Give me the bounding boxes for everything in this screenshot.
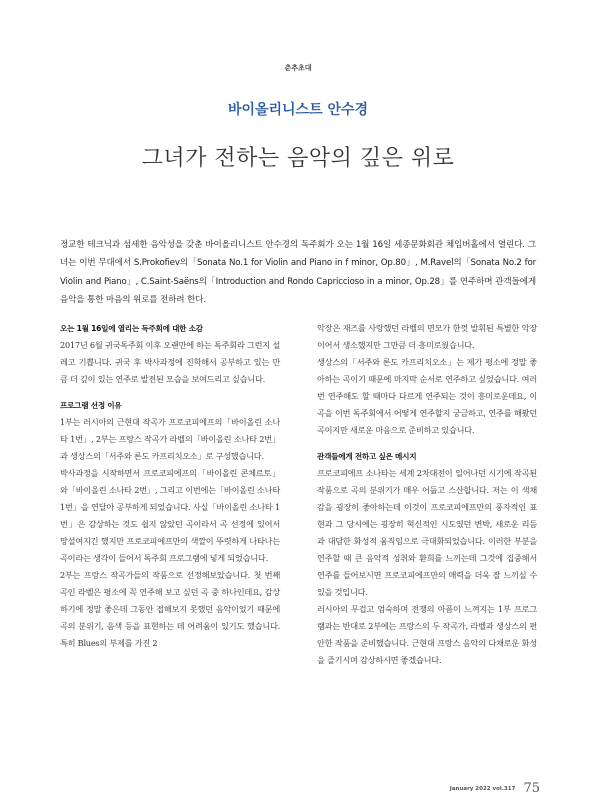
answer-paragraph: 생상스의「서주와 론도 카프리치오소」는 제가 평소에 정말 좋아하는 곡이기 때문에 마지막 순서로 연주하고 싶었습니다. 여러 번 연주해도 할 때마다 다르게 연주되는 것이 흥미로운데요, 이 곡을 이번 독주회에서 어떻게 연주할지 궁금하고, 연주를 해봤던 곡이지만 새로운 마음으로 준비하고 있습니다. [317,357,537,435]
right-column [317,320,537,669]
answer-paragraph: 프로코피에프 소나타는 세계 2차대전이 일어나던 시기에 작곡된 작품으로 곡의 분위기가 매우 어둡고 스산합니다. 저는 이 색채감을 굉장히 좋아하는데 이것이 프로코피에프만의 풍자적인 표현과 그 당시에는 굉장히 혁신적인 시도였던 변박, 새로운 리듬과 대담한 화성적 움직임으로 극대화되었습니다. 이러한 부분을 연주할 때 큰 음악적 성취와 환희를 느끼는데 그것에 집중해서 연주를 들어보시면 프로코피에프만의 매력을 더욱 잘 느끼실 수 있을 것입니다. [317,468,537,597]
issue-label: January 2022 vol.317 [449,785,516,792]
left-column [60,320,280,652]
answer-paragraph: 박사과정을 시작하면서 프로코피에프의「바이올린 콘체르토」와「바이올린 소나타 2번」, 그리고 이번에는「바이올린 소나타 1번」을 연달아 공부하게 되었습니다. 사실「바이올린 소나타 1번」은 감상하는 것도 쉽지 않았던 곡이라서 곡 선정에 있어서 망설여지긴 했지만 프로코피에프만의 색깔이 뚜렷하게 나타나는 곡이라는 생각이 들어서 독주회 프로그램에 넣게 되었습니다. [60,468,280,563]
answer-paragraph: 러시아의 무겁고 엄숙하며 전쟁의 아픔이 느껴지는 1부 프로그램과는 반대로 2부에는 프랑스의 두 작곡가, 라벨과 생상스의 편안한 작품을 준비했습니다. 근현대 프랑스 음악의 다채로운 화성을 즐기시며 감상하시면 좋겠습니다. [317,604,537,665]
question-heading: 오는 1월 16일에 열리는 독주회에 대한 소감 [60,324,203,333]
question-heading: 프로그램 선정 이유 [60,401,122,410]
page-footer [450,778,540,797]
answer-paragraph: 악장은 재즈를 사랑했던 라벨의 면모가 한껏 발휘된 특별한 악장이어서 생소했지만 그만큼 더 흥미로웠습니다. [317,323,537,350]
article-subtitle: 바이올리니스트 안수경 [227,102,369,118]
answer-paragraph: 2부는 프랑스 작곡가들의 작품으로 선정해보았습니다. 첫 번째 곡인 라벨은 평소에 꼭 연주해 보고 싶던 곡 중 하나인데요, 감상하기에 정말 좋은데 그동안 접해보지 못했던 음악이었기 때문에 곡의 분위기, 음색 등을 표현하는 데 어려움이 있기도 했습니다. 특히 Blues의 부제를 가진 2 [60,570,280,648]
question-heading: 관객들에게 전하고 싶은 메시지 [317,452,417,461]
answer-paragraph: 1부는 러시아의 근현대 작곡가 프로코피에프의「바이올린 소나타 1번」, 2부는 프랑스 작곡가 라벨의「바이올린 소나타 2번」과 생상스의「서주와 론도 카프리치오소」로 구성했습니다. [60,417,280,461]
answer-paragraph: 2017년 6월 귀국독주회 이후 오랜만에 하는 독주회라 그런지 설레고 기쁩니다. 귀국 후 박사과정에 진학해서 공부하고 있는 만큼 더 깊이 있는 연주로 발전된 모습을 보여드리고 싶습니다. [60,340,280,384]
lead-paragraph: 정교한 테크닉과 섬세한 음악성을 갖춘 바이올리니스트 안수경의 독주회가 오는 1월 16일 세종문화회관 체임버홀에서 열린다. 그녀는 이번 무대에서 S.Prokofiev의「Sonata No.1 for Violin and Piano in f minor, Op.80」, M.Ravel의「Sonata No.2 for Violin and Piano」, C.Saint-Saëns의「Introduction and Rondo Capriccioso in a minor, Op.28」를 연주하며 관객들에게 음악을 통한 마음의 위로를 전하려 한다. [60,240,536,306]
page-number: 75 [523,781,540,796]
section-tag: 춘추초대 [284,64,312,72]
article-title: 그녀가 전하는 음악의 깊은 위로 [141,146,455,171]
